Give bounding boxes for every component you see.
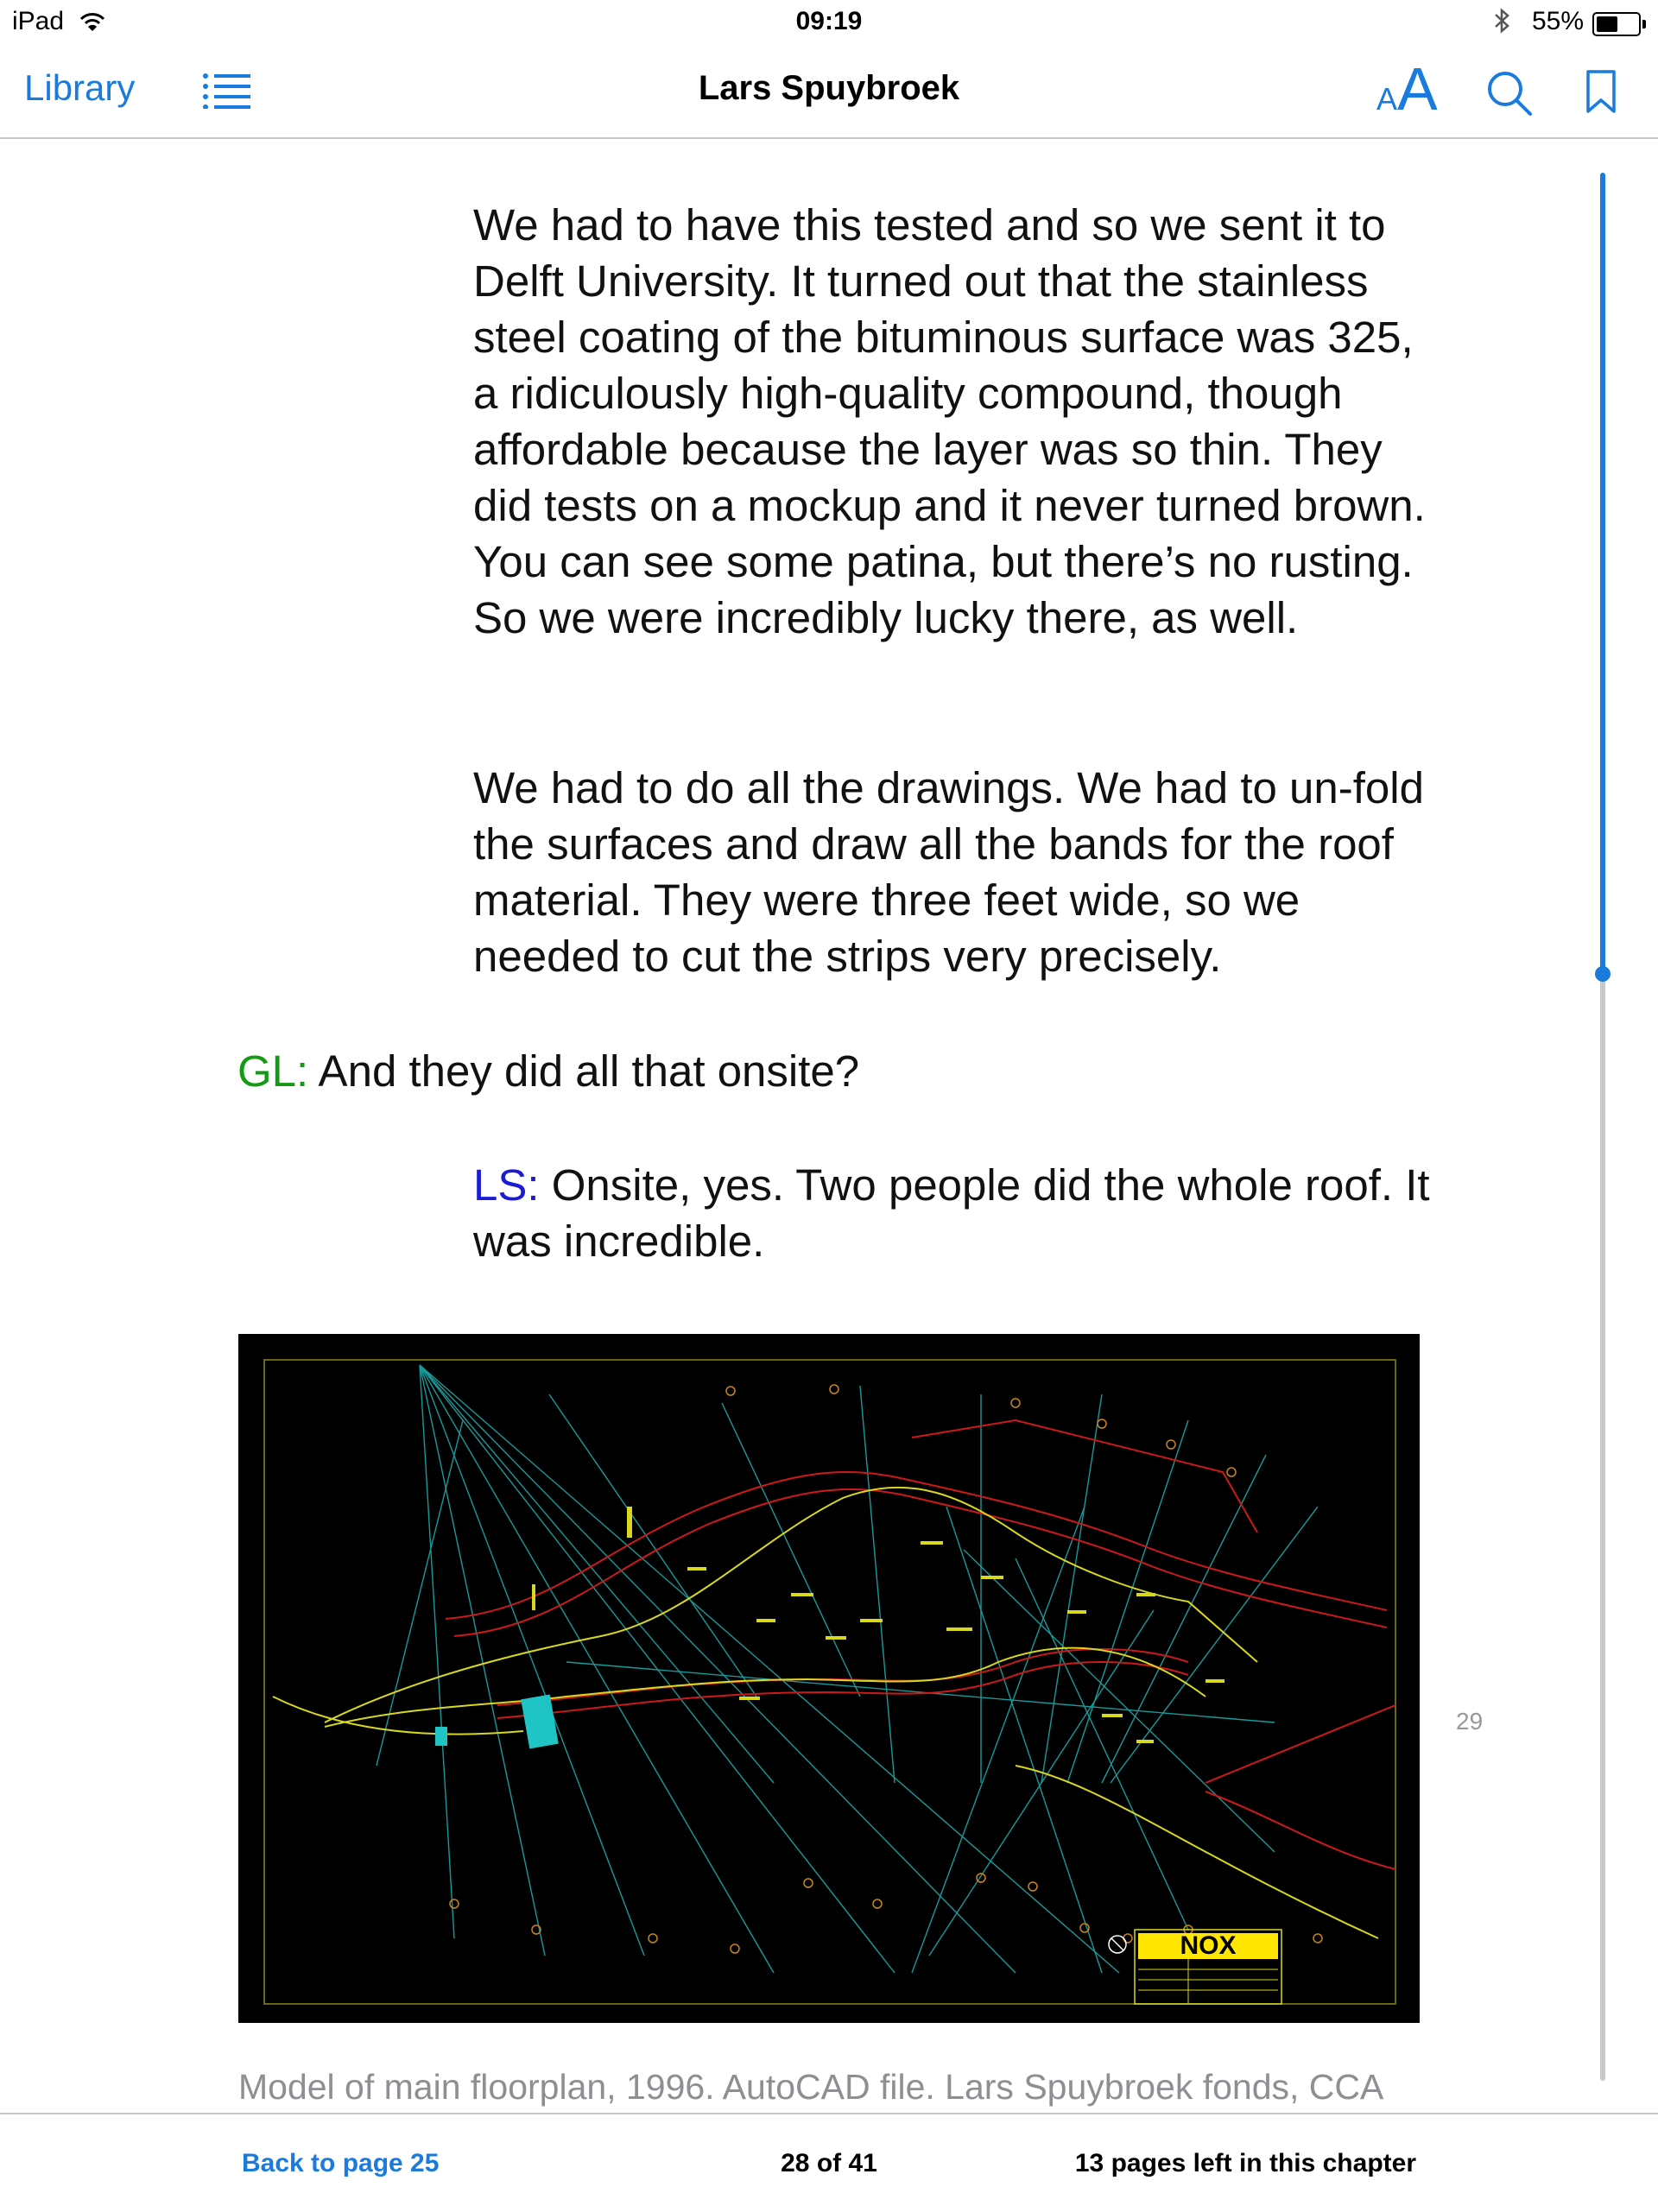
back-to-page-button[interactable]: Back to page 25	[242, 2149, 440, 2177]
dialogue-ls	[473, 1157, 1449, 1269]
battery-icon	[1592, 12, 1641, 36]
search-icon[interactable]	[1485, 69, 1534, 122]
bottom-bar	[0, 2113, 1658, 2212]
nox-logo: NOX	[1180, 1931, 1237, 1960]
dialogue-text: And they did all that onsite?	[308, 1046, 860, 1096]
dialogue-text: Onsite, yes. Two people did the whole roof. It was incredible.	[473, 1160, 1430, 1266]
figure-caption: Model of main floorplan, 1996. AutoCAD file. Lars Spuybroek fonds, CCA	[238, 2067, 1384, 2107]
library-button[interactable]: Library	[24, 67, 136, 108]
book-title: Lars Spuybroek	[698, 69, 960, 107]
scrubber-handle[interactable]	[1595, 966, 1611, 982]
paragraph: We had to have this tested and so we sent it to Delft University. It turned out that the stainless steel coating of the bituminous surface was 325, a ridiculously high-quality compound, though affordable because the layer was so thin. They did tests on a mockup and it never turned brown. You can see some patina, but there’s no rusting. So we were incredibly lucky there, as well.	[473, 200, 1426, 642]
dialogue-gl	[237, 1043, 1360, 1099]
font-large-glyph: A	[1397, 55, 1438, 123]
clock: 09:19	[795, 7, 863, 35]
nav-bar	[0, 45, 1658, 139]
floorplan-figure[interactable]	[238, 1334, 1420, 2023]
paragraph: We had to do all the drawings. We had to un-fold the surfaces and draw all the bands for the roof material. They were three feet wide, so we needed to cut the strips very precisely.	[473, 763, 1424, 981]
scrubber-progress	[1600, 173, 1605, 974]
page-scrubber[interactable]	[1600, 173, 1605, 2081]
bluetooth-icon	[1492, 7, 1511, 41]
device-label: iPad	[12, 7, 65, 35]
font-size-button[interactable]	[1376, 55, 1438, 130]
page-position: 28 of 41	[781, 2149, 877, 2177]
floorplan-drawing	[238, 1334, 1420, 2023]
status-bar	[0, 0, 1658, 45]
page-number: 29	[1456, 1708, 1484, 1735]
bookmark-icon[interactable]	[1585, 69, 1617, 118]
speaker-label-gl: GL:	[237, 1046, 309, 1096]
speaker-label-ls: LS:	[473, 1160, 540, 1210]
battery-percent: 55%	[1532, 7, 1585, 35]
font-small-glyph: A	[1376, 81, 1398, 117]
pages-left-in-chapter: 13 pages left in this chapter	[1074, 2149, 1416, 2177]
